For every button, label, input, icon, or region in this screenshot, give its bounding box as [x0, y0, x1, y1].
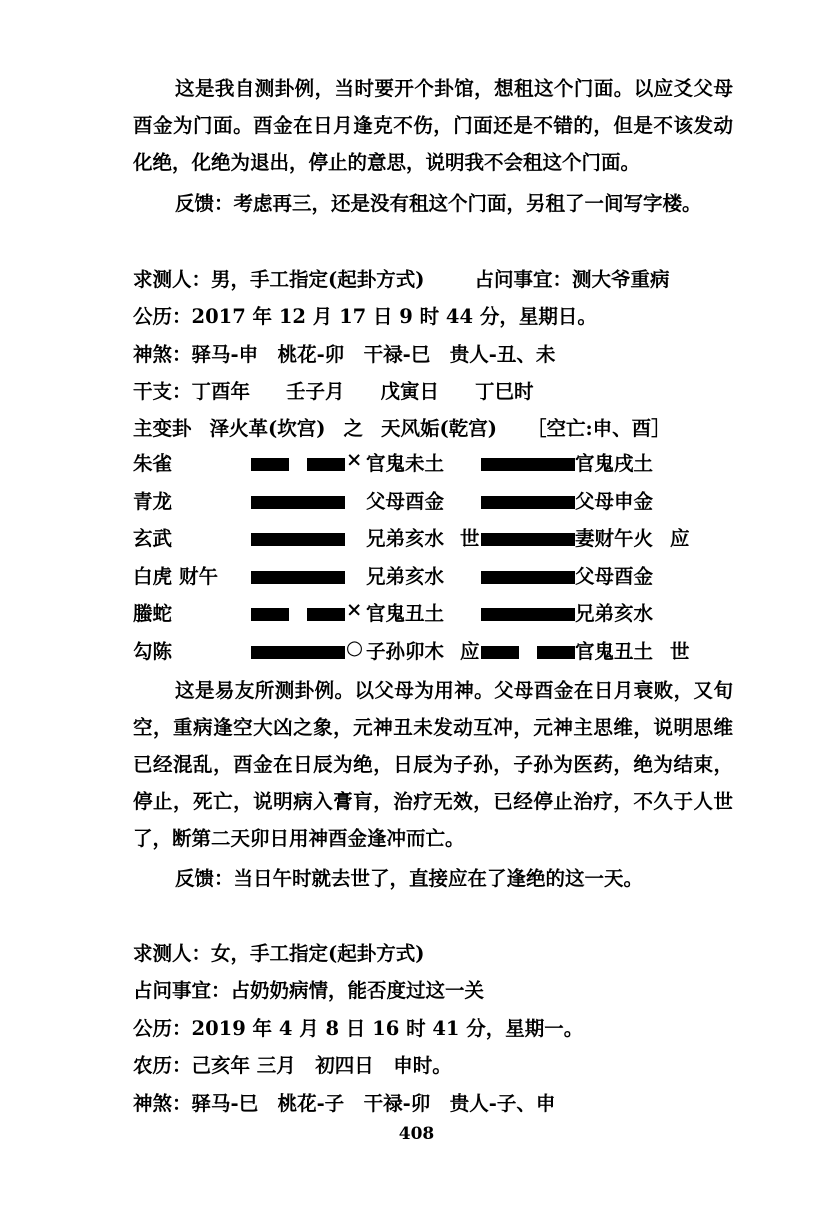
changed-yao-label: 官鬼丑土: [575, 640, 654, 663]
changed-yao-flag: 世: [670, 640, 690, 663]
changed-yao-label: 妻财午火: [575, 527, 654, 550]
main-yao-label: 官鬼丑土: [366, 602, 445, 625]
case2-paragraph: 这是易友所测卦例。以父母为用神。父母酉金在日月衰败，又旬空，重病逢空大凶之象，元神丑未发动互冲，元神主思维，说明思维已经混乱，酉金在日辰为绝，日辰为子孙，子孙为医药，绝为结束，停止，死亡，说明病入膏肓，治疗无效，已经停止治疗，不久于人世了，断第二天卯日用神酉金逢冲而亡。: [133, 679, 733, 850]
six-god: 青龙: [133, 490, 173, 513]
yin-line: [251, 458, 345, 471]
changed-yao-flag: 应: [670, 527, 690, 550]
page-number: 408: [398, 1124, 435, 1144]
six-god: 螣蛇: [133, 602, 173, 625]
main-yao-label: 官鬼未土: [366, 452, 445, 475]
yin-line: [251, 608, 345, 621]
changed-yao-label: 兄弟亥水: [575, 602, 654, 625]
ganzhi-month: 壬子月: [286, 380, 345, 403]
changed-yao-label: 父母申金: [575, 490, 654, 513]
main-yao-label: 父母酉金: [366, 490, 445, 513]
moving-mark: ×: [346, 448, 363, 471]
six-god: 白虎: [133, 565, 173, 588]
case2-shensha: 神煞：驿马-申 桃花-卯 干禄-巳 贵人-丑、未: [133, 343, 556, 366]
ganzhi-year: 干支：丁酉年: [133, 380, 251, 403]
yang-line: [481, 458, 575, 471]
six-god: 朱雀: [133, 452, 173, 475]
changed-gua-name: 天风姤(乾宫): [380, 417, 497, 440]
kongwang: ［空亡:申、酉］: [526, 417, 671, 440]
yang-line: [481, 496, 575, 509]
hexagram-row: [133, 561, 753, 591]
hexagram-row: [133, 486, 753, 516]
case3-asker: 求测人：女，手工指定(起卦方式): [133, 942, 425, 965]
yang-line: [481, 608, 575, 621]
case2-feedback: 反馈：当日午时就去世了，直接应在了逢绝的这一天。: [175, 867, 644, 890]
yang-line: [251, 571, 345, 584]
gua-title-label: 主变卦: [133, 417, 192, 440]
yang-line: [251, 646, 345, 659]
case2-ganzhi: [133, 376, 534, 404]
case2-asker-line: [133, 264, 669, 292]
case2-gua-title: [133, 413, 671, 441]
changed-yao-label: 官鬼戌土: [575, 452, 654, 475]
six-god: 勾陈: [133, 640, 173, 663]
ganzhi-day: 戊寅日: [380, 380, 440, 403]
main-gua-name: 泽火革(坎宫): [209, 417, 326, 440]
case3-lunar: 农历：己亥年 三月 初四日 申时。: [133, 1054, 452, 1077]
main-yao-label: 兄弟亥水: [366, 527, 445, 550]
moving-mark: ○: [346, 636, 364, 659]
main-yao-flag: 应: [460, 640, 480, 663]
case3-calendar: 公历：2019 年 4 月 8 日 16 时 41 分，星期一。: [133, 1017, 584, 1040]
six-god: 玄武: [133, 527, 173, 550]
case1-feedback: 反馈：考虑再三，还是没有租这个门面，另租了一间写字楼。: [175, 192, 702, 215]
case2-calendar: 公历：2017 年 12 月 17 日 9 时 44 分，星期日。: [133, 305, 597, 328]
yang-line: [251, 533, 345, 546]
case3-matter: 占问事宜：占奶奶病情，能否度过这一关: [133, 979, 485, 1002]
hexagram-row: [133, 598, 753, 628]
main-yao-flag: 世: [460, 527, 480, 550]
case2-asker: 求测人：男，手工指定(起卦方式): [133, 268, 425, 291]
changed-yao-label: 父母酉金: [575, 565, 654, 588]
case3-shensha: 神煞：驿马-巳 桃花-子 干禄-卯 贵人-子、申: [133, 1092, 556, 1115]
main-yao-label: 子孙卯木: [366, 640, 445, 663]
gua-connector: 之: [343, 417, 363, 440]
case2-matter: 占问事宜：测大爷重病: [474, 268, 670, 291]
yang-line: [251, 496, 345, 509]
hexagram-row: [133, 636, 753, 666]
yin-line: [481, 646, 575, 659]
hexagram-row: [133, 448, 753, 478]
case1-paragraph: 这是我自测卦例，当时要开个卦馆，想租这个门面。以应爻父母酉金为门面。酉金在日月逢克不伤，门面还是不错的，但是不该发动化绝，化绝为退出，停止的意思，说明我不会租这个门面。: [133, 77, 733, 174]
main-yao-label: 兄弟亥水: [366, 565, 445, 588]
hexagram-row: [133, 523, 753, 553]
moving-mark: ×: [346, 598, 363, 621]
yang-line: [481, 571, 575, 584]
ganzhi-hour: 丁巳时: [475, 380, 534, 403]
six-god-extra: 财午: [179, 565, 219, 588]
yang-line: [481, 533, 575, 546]
